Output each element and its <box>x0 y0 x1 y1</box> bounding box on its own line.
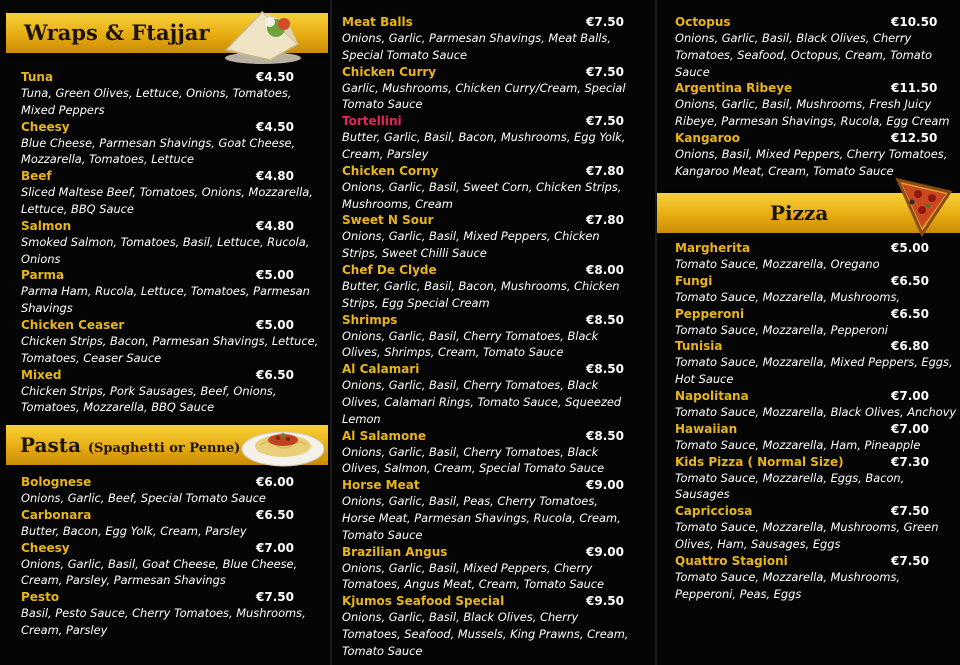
item-name: Al Calamari <box>342 362 420 377</box>
item-name: Brazilian Angus <box>342 544 448 559</box>
column-divider <box>330 0 332 665</box>
item-description: Onions, Garlic, Parmesan Shavings, Meat Balls, Special Tomato Sauce <box>342 31 611 62</box>
item-price: €7.00 <box>256 540 294 555</box>
item-description: Butter, Bacon, Egg Yolk, Cream, Parsley <box>21 523 247 538</box>
spaghetti-plate-image <box>240 419 326 469</box>
item-name: Kangaroo <box>675 130 741 145</box>
item-name: Hawaiian <box>675 421 738 436</box>
item-description: Tomato Sauce, Mozzarella, Pepperoni <box>675 322 888 337</box>
item-name: Sweet N Sour <box>342 213 434 228</box>
item-price: €7.50 <box>891 553 929 568</box>
item-price: €5.00 <box>256 268 294 283</box>
item-name: Tuna <box>21 70 54 84</box>
item-price: €10.50 <box>891 15 938 29</box>
item-description: Onions, Garlic, Basil, Goat Cheese, Blue Cheese, Cream, Parsley, Parmesan Shavings <box>21 556 298 588</box>
item-description: Tomato Sauce, Mozzarella, Mushrooms, Green Olives, Ham, Sausages, Eggs <box>675 520 939 551</box>
item-description: Onions, Garlic, Basil, Cherry Tomatoes, Black Olives, Shrimps, Cream, Tomato Sauce <box>342 328 599 360</box>
item-name: Pepperoni <box>675 306 745 321</box>
item-price: €7.80 <box>586 163 624 178</box>
list-item <box>675 14 960 80</box>
item-name: Meat Balls <box>342 15 413 29</box>
item-name: Tunisia <box>675 339 723 354</box>
list-item <box>675 421 960 454</box>
column-pasta-continued <box>336 0 632 665</box>
item-description: Onions, Garlic, Basil, Mushrooms, Fresh Juicy Ribeye, Parmesan Shavings, Rucola, Egg Cream <box>675 97 950 129</box>
item-description: Onions, Garlic, Basil, Cherry Tomatoes, Black Olives, Calamari Rings, Tomato Sauce, Squeezed Lemon <box>342 378 622 426</box>
list-item <box>675 553 960 603</box>
list-item <box>675 273 960 306</box>
item-price: €6.00 <box>256 475 294 489</box>
item-name: Quattro Stagioni <box>675 553 788 568</box>
list-item <box>675 388 960 421</box>
item-price: €5.00 <box>891 241 929 255</box>
list-item <box>342 64 632 114</box>
pizza-title: Pizza <box>770 201 829 225</box>
item-price: €9.00 <box>586 478 624 493</box>
item-description: Tomato Sauce, Mozzarella, Mushrooms, <box>675 289 901 304</box>
item-price: €8.50 <box>586 428 624 443</box>
item-description: Butter, Garlic, Basil, Bacon, Mushrooms, Egg Yolk, Cream, Parsley <box>342 130 626 161</box>
list-item <box>342 361 632 427</box>
item-name: Bolognese <box>21 475 92 489</box>
item-price: €7.00 <box>891 421 929 436</box>
item-description: Chicken Strips, Bacon, Parmesan Shavings, Lettuce, Tomatoes, Ceaser Sauce <box>21 333 319 365</box>
item-description: Smoked Salmon, Tomatoes, Basil, Lettuce, Rucola, Onions <box>21 234 310 266</box>
item-name: Mixed <box>21 367 62 382</box>
item-name: Pesto <box>21 590 60 605</box>
item-name: Tortellini <box>342 114 402 129</box>
item-price: €8.50 <box>586 312 624 327</box>
list-item <box>21 474 321 507</box>
item-price: €7.50 <box>891 504 929 519</box>
list-item <box>21 218 321 268</box>
item-description: Onions, Garlic, Basil, Mixed Peppers, Cherry Tomatoes, Angus Meat, Cream, Tomato Sauce <box>342 560 605 592</box>
item-price: €11.50 <box>891 81 938 96</box>
item-price: €6.50 <box>256 367 294 382</box>
list-item <box>342 163 632 213</box>
wraps-title: Wraps & Ftajjar <box>24 20 210 45</box>
item-description: Onions, Garlic, Basil, Mixed Peppers, Chicken Strips, Sweet Chilli Sauce <box>342 229 600 261</box>
item-name: Horse Meat <box>342 478 420 493</box>
item-price: €4.50 <box>256 70 294 84</box>
item-description: Tomato Sauce, Mozzarella, Mushrooms, Pepperoni, Peas, Eggs <box>675 569 901 601</box>
pasta-title: Pasta <box>20 433 81 457</box>
item-price: €9.50 <box>586 594 624 609</box>
list-item <box>675 338 960 388</box>
item-name: Kjumos Seafood Special <box>342 594 505 609</box>
item-description: Onions, Garlic, Basil, Peas, Cherry Tomatoes, Horse Meat, Parmesan Shavings, Rucola, Cream, Tomato Sauce <box>342 494 621 542</box>
item-name: Shrimps <box>342 312 398 327</box>
item-name: Chicken Ceaser <box>21 317 125 332</box>
list-item <box>21 540 321 590</box>
item-name: Chicken Corny <box>342 163 439 178</box>
item-price: €7.50 <box>586 64 624 79</box>
item-description: Chicken Strips, Pork Sausages, Beef, Onions, Tomatoes, Mozzarella, BBQ Sauce <box>21 383 277 415</box>
pasta-subtitle: (Spaghetti or Penne) <box>87 441 241 456</box>
item-price: €6.50 <box>891 306 929 321</box>
list-item <box>675 454 960 504</box>
item-price: €4.80 <box>256 169 294 184</box>
list-item <box>342 477 632 543</box>
item-price: €9.00 <box>586 544 624 559</box>
column-wraps-pasta <box>0 0 330 665</box>
item-name: Capricciosa <box>675 504 753 519</box>
item-name: Cheesy <box>21 119 70 134</box>
pasta-list <box>21 474 321 639</box>
item-name: Kids Pizza ( Normal Size) <box>675 454 844 469</box>
item-description: Parma Ham, Rucola, Lettuce, Tomatoes, Parmesan Shavings <box>21 284 310 316</box>
item-description: Tomato Sauce, Mozzarella, Ham, Pineapple <box>675 437 921 452</box>
list-item <box>342 312 632 362</box>
wraps-list <box>21 69 321 416</box>
item-price: €8.50 <box>586 362 624 377</box>
item-name: Argentina Ribeye <box>675 81 793 96</box>
list-item <box>21 507 321 540</box>
list-item <box>342 14 632 64</box>
item-name: Octopus <box>675 15 731 29</box>
list-item <box>675 240 960 273</box>
item-price: €6.50 <box>891 273 929 288</box>
item-price: €4.50 <box>256 119 294 134</box>
list-item <box>21 119 321 169</box>
item-price: €8.00 <box>586 262 624 277</box>
list-item <box>342 593 632 659</box>
item-description: Tomato Sauce, Mozzarella, Eggs, Bacon, Sausages <box>675 470 905 502</box>
list-item <box>21 69 321 119</box>
item-description: Onions, Garlic, Basil, Cherry Tomatoes, Black Olives, Salmon, Cream, Special Tomato Sauce <box>342 444 605 476</box>
item-description: Tuna, Green Olives, Lettuce, Onions, Tomatoes, Mixed Peppers <box>21 86 292 117</box>
column-pizza <box>666 0 960 665</box>
list-item <box>21 267 321 317</box>
item-description: Sliced Maltese Beef, Tomatoes, Onions, Mozzarella, Lettuce, BBQ Sauce <box>21 185 313 216</box>
item-description: Tomato Sauce, Mozzarella, Oregano <box>675 257 880 271</box>
item-description: Onions, Garlic, Basil, Black Olives, Cherry Tomatoes, Seafood, Octopus, Cream, Tomato Sauce <box>675 31 933 79</box>
list-item <box>21 589 321 639</box>
pasta-title-row <box>20 425 240 465</box>
item-description: Basil, Pesto Sauce, Cherry Tomatoes, Mushrooms, Cream, Parsley <box>21 606 306 637</box>
item-price: €12.50 <box>891 130 938 145</box>
item-price: €6.50 <box>256 507 294 522</box>
list-item <box>342 212 632 262</box>
item-price: €7.50 <box>256 590 294 605</box>
item-price: €7.50 <box>586 15 624 29</box>
list-item <box>342 113 632 163</box>
item-price: €7.00 <box>891 388 929 403</box>
list-item <box>342 262 632 312</box>
item-description: Butter, Garlic, Basil, Bacon, Mushrooms, Chicken Strips, Egg Special Cream <box>342 278 620 310</box>
list-item <box>675 80 960 130</box>
pizza-list <box>675 240 960 602</box>
item-description: Blue Cheese, Parmesan Shavings, Goat Cheese, Mozzarella, Tomatoes, Lettuce <box>21 135 296 167</box>
item-price: €7.50 <box>586 114 624 129</box>
item-description: Tomato Sauce, Mozzarella, Black Olives, Anchovy <box>675 404 957 419</box>
item-name: Chicken Curry <box>342 64 437 79</box>
pasta-continued-list <box>675 14 960 180</box>
item-description: Onions, Basil, Mixed Peppers, Cherry Tomatoes, Kangaroo Meat, Cream, Tomato Sauce <box>675 146 948 178</box>
item-price: €7.80 <box>586 213 624 228</box>
item-name: Napolitana <box>675 388 749 403</box>
item-description: Onions, Garlic, Beef, Special Tomato Sauce <box>21 491 266 505</box>
item-name: Parma <box>21 268 65 283</box>
item-description: Garlic, Mushrooms, Chicken Curry/Cream, Special Tomato Sauce <box>342 80 626 112</box>
item-name: Al Salamone <box>342 428 426 443</box>
list-item <box>342 428 632 478</box>
item-name: Cheesy <box>21 540 70 555</box>
item-description: Onions, Garlic, Basil, Sweet Corn, Chicken Strips, Mushrooms, Cream <box>342 179 622 211</box>
list-item <box>342 544 632 594</box>
item-price: €4.80 <box>256 218 294 233</box>
column-divider <box>655 0 657 665</box>
item-price: €5.00 <box>256 317 294 332</box>
item-name: Chef De Clyde <box>342 262 437 277</box>
item-price: €7.30 <box>891 454 929 469</box>
list-item <box>21 367 321 417</box>
list-item <box>675 306 960 339</box>
list-item <box>675 503 960 553</box>
item-name: Salmon <box>21 218 72 233</box>
item-name: Carbonara <box>21 507 92 522</box>
pasta-more-list <box>342 14 632 660</box>
item-price: €6.80 <box>891 339 929 354</box>
item-name: Fungi <box>675 273 713 288</box>
item-description: Onions, Garlic, Basil, Black Olives, Cherry Tomatoes, Seafood, Mussels, King Prawns, Cream, Tomato Sauce <box>342 610 629 658</box>
item-name: Margherita <box>675 241 751 255</box>
list-item <box>21 317 321 367</box>
list-item <box>21 168 321 218</box>
item-name: Beef <box>21 169 52 184</box>
pizza-slice-image <box>892 172 954 238</box>
wrap-image <box>218 4 308 66</box>
item-description: Tomato Sauce, Mozzarella, Mixed Peppers, Eggs, Hot Sauce <box>675 355 953 387</box>
